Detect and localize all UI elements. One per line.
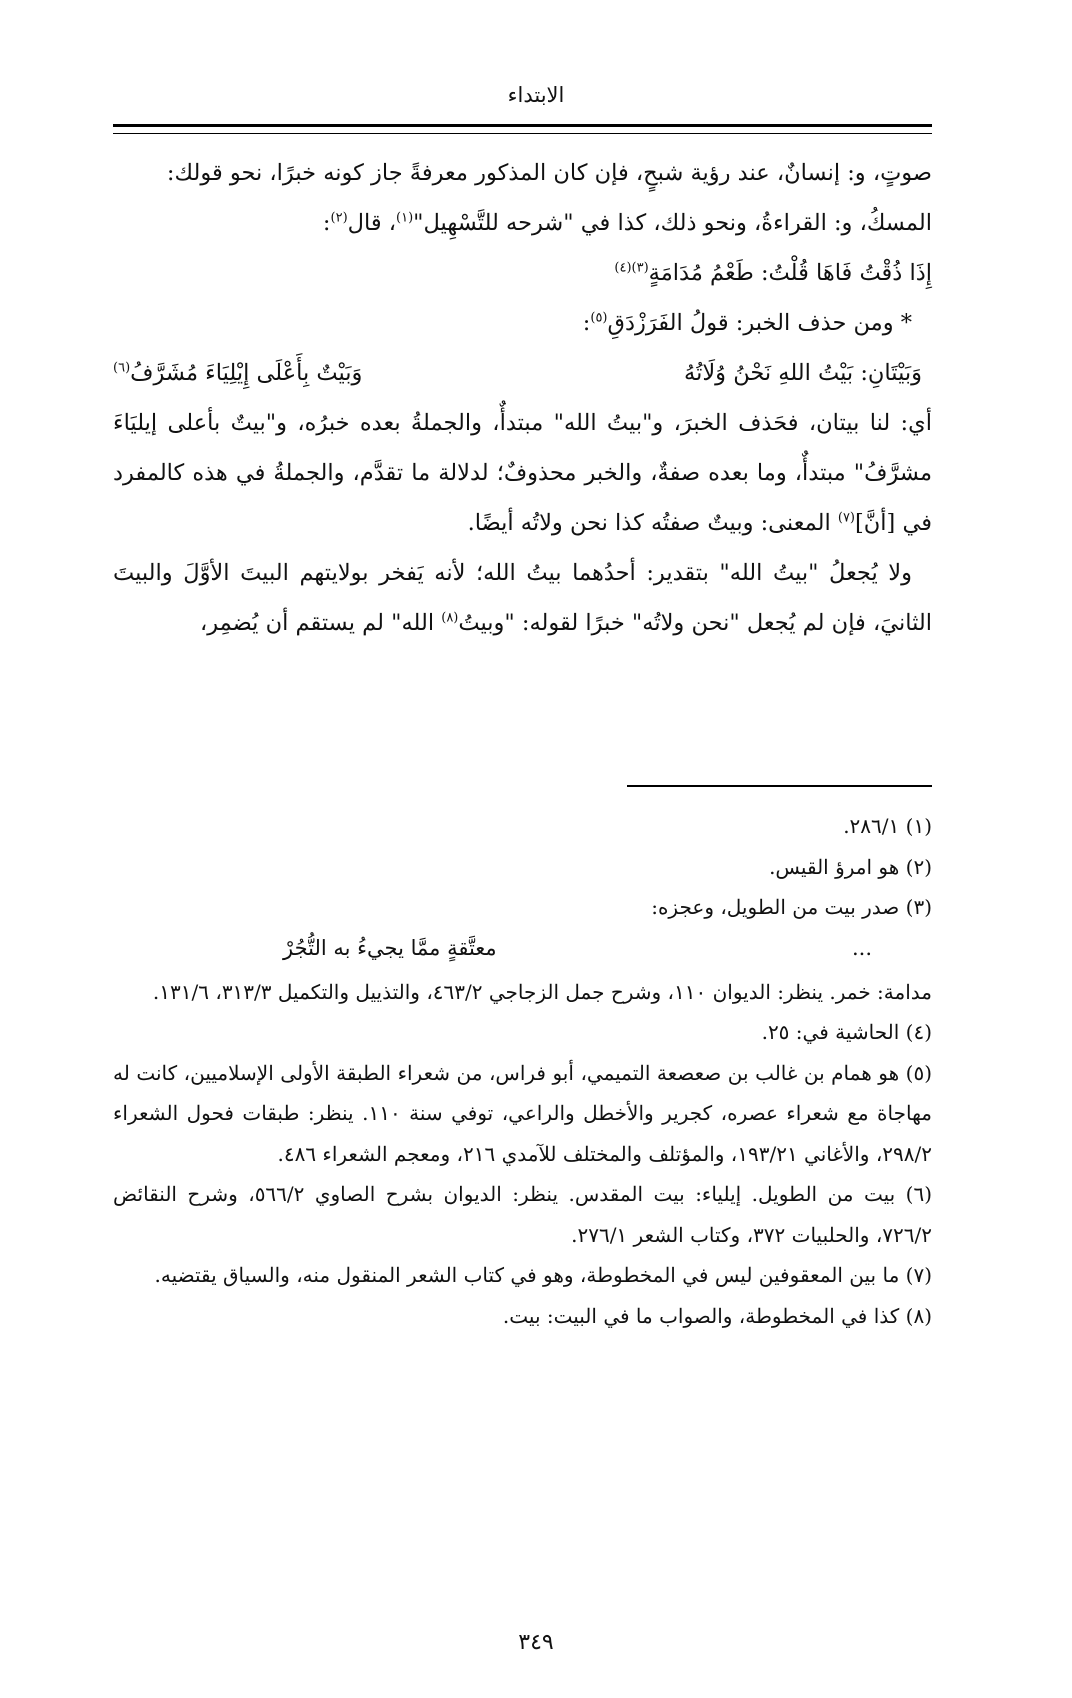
verse-hemistich-second: وَبَيْتٌ بِأَعْلَى إِيْلِيَاءَ مُشَرَّفُ$^{(٦)}$ (113, 360, 363, 386)
footnote-6: (٦) بيت من الطويل. إيلياء: بيت المقدس. ينظر: الديوان بشرح الصاوي ٥٦٦/٢، وشرح النقائض ٧٢٦/٢، والحلبيات ٣٧٢، وكتاب الشعر ٢٧٦/١. (113, 1182, 932, 1247)
verse-hemistich-first: وَبَيْتَانِ: بَيْتُ اللهِ نَحْنُ وُلَاتُهُ (684, 360, 922, 386)
footnote-ref-6: (٦) (113, 360, 131, 376)
footnote-ref-3-4: (٣)(٤) (614, 260, 649, 276)
footnote-8: (٨) كذا في المخطوطة، والصواب ما في البيت: بيت. (502, 1303, 932, 1328)
verse-second-hemistich: معتَّقةٍ ممَّا يجيءُ به التُّجُرْ (283, 935, 497, 960)
running-title: الابتداء (507, 83, 565, 107)
footnote-4: (٤) الحاشية في: ٢٥. (761, 1020, 932, 1044)
footnote-ref-2: (٢) (330, 210, 348, 226)
khabar-intro: * ومن حذف الخبر: قولُ الفَرَزْدَقِ$^{(٥)}$: (582, 310, 912, 336)
footnotes (113, 806, 932, 1336)
paragraph-explanation: أي: لنا بيتان، فحَذف الخبرَ، و"بيتُ الله" مبتدأٌ، والجملةُ بعده خبرُه، و"بيتٌ بأعلى إيليَاءَ مشرَّفُ" مبتدأٌ، وما بعده صفةٌ، والخبر محذوفٌ؛ لدلالة ما تقدَّم، والجملةُ في هذه كالمفرد في [أنَّ]$^{(٧)}$ المعنى: وبيتٌ صفتُه كذا نحن ولاتُه أيضًا. (113, 410, 932, 536)
verse-ellipsis: ... (851, 935, 872, 960)
footnote-ref-1: (١) (396, 210, 414, 226)
page-number: ٣٤٩ (518, 1630, 554, 1655)
main-text (113, 148, 932, 648)
footnote-2: (٢) هو امرؤ القيس. (769, 854, 932, 879)
header-rule-thin (113, 133, 932, 134)
paragraph-analysis: ولا يُجعلُ "بيتُ الله" بتقدير: أحدُهما بيتُ الله؛ لأنه يَفخر بولايتهم البيتَ الأوَّلَ والبيتَ الثانيَ، فإن لم يُجعل "نحن ولاتُه" خبرًا لقوله: "وبيتُ$^{(٨)}$ الله" لم يستقم أن يُضمِر، (113, 560, 932, 636)
footnote-5: (٥) هو همام بن غالب بن صعصعة التميمي، أبو فراس، من شعراء الطبقة الأولى الإسلاميين، كانت له مهاجاة مع شعراء عصره، كجرير والأخطل والراعي، توفي سنة ١١٠. ينظر: طبقات فحول الشعراء ٢٩٨/٢، والأغاني ١٩٣/٢١، والمؤتلف والمختلف للآمدي ٢١٦، ومعجم الشعراء ٤٨٦. (113, 1060, 932, 1166)
footnote-ref-7: (٧) (837, 510, 855, 526)
body-line-2: المسكُ، و: القراءةُ، ونحو ذلك، كذا في "شرحه للتَّسْهِيل"$^{(١)}$، قال$^{(٢)}$: (322, 210, 932, 236)
body-line-1: صوتٍ، و: إنسانٌ، عند رؤية شبحٍ، فإن كان المذكور معرفةً جاز كونه خبرًا، نحو قولك: (166, 160, 932, 186)
footnote-1: (١) ٢٨٦/١. (843, 814, 932, 838)
footnote-ref-8: (٨) (441, 610, 459, 626)
verse-quote-2 (113, 348, 932, 398)
verse-quote-1: إِذَا ذُقْتُ فَاهَا قُلْتُ: طَعْمُ مُدَامَةٍ$^{(٣)(٤)}$ (614, 260, 932, 286)
footnote-3: (٣) صدر بيت من الطويل، وعجزه: (651, 895, 932, 919)
footnote-3-continuation: مدامة: خمر. ينظر: الديوان ١١٠، وشرح جمل الزجاجي ٤٦٣/٢، والتذييل والتكميل ٣١٣/٣، ١٣١/٦. (152, 979, 932, 1004)
footnote-ref-5: (٥) (590, 310, 608, 326)
footnote-3-verse (113, 928, 932, 972)
footnote-separator (627, 785, 932, 787)
header-rule-thick (113, 124, 932, 127)
footnote-7: (٧) ما بين المعقوفين ليس في المخطوطة، وهو في كتاب الشعر المنقول منه، والسياق يقتضيه. (154, 1263, 932, 1287)
